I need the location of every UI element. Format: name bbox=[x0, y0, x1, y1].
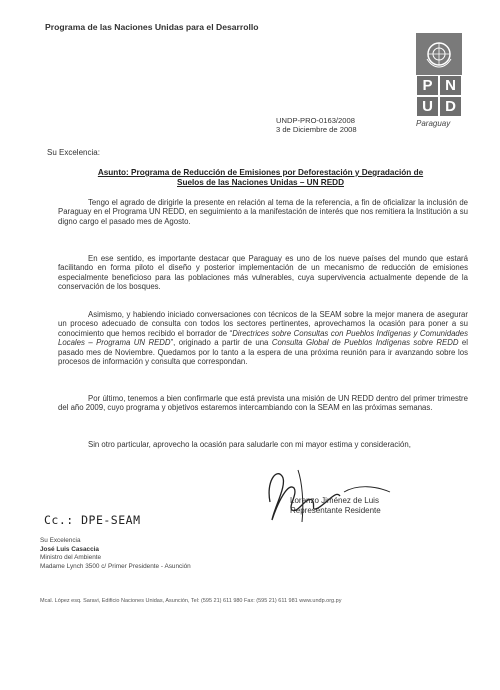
handwritten-signature bbox=[258, 462, 398, 528]
body-paragraph-3 bbox=[58, 310, 468, 366]
signatory-name: Lorenzo Jiménez de Luis bbox=[290, 496, 379, 505]
logo-letter-d: D bbox=[439, 96, 462, 117]
subject-line-2: Suelos de las Naciones Unidas – UN REDD bbox=[177, 178, 344, 187]
body-paragraph-5: Sin otro particular, aprovecho la ocasión para saludarle con mi mayor estima y consideración, bbox=[88, 440, 411, 449]
footer-contact: Mcal. López esq. Saravi, Edificio Naciones Unidas, Asunción, Tel: (595 21) 611 980 Fax: (595 21) 611 981 www.undp.org.py bbox=[40, 598, 342, 604]
logo-letter-n: N bbox=[439, 75, 462, 96]
addressee-block bbox=[40, 537, 191, 571]
body-paragraph-4: Por último, tenemos a bien confirmarle que está prevista una misión de UN REDD dentro del primer trimestre del año 2009, cuyo programa y objetivos estaremos intercambiando con la SEAM en las próximas semanas. bbox=[58, 394, 468, 413]
body-paragraph-1: Tengo el agrado de dirigirle la presente en relación al tema de la referencia, a fin de oficializar la inclusión de Paraguay en el Programa UN REDD, en seguimiento a la manifestación de interés que nos remitiera la Institución a su digno cargo el pasado mes de Agosto. bbox=[58, 198, 468, 226]
body-paragraph-2: En ese sentido, es importante destacar que Paraguay es uno de los nueve países del mundo que estará facilitando en forma piloto el diseño y posterior implementación de un mecanismo de reducción de emisiones especialmente beneficioso para las poblaciones más vulnerables, cuya supervivencia actualmente depende de la conservación de los bosques. bbox=[58, 254, 468, 292]
subject-line-1: Asunto: Programa de Reducción de Emisiones por Deforestación y Degradación de bbox=[97, 168, 424, 177]
logo-country: Paraguay bbox=[416, 119, 451, 128]
salutation: Su Excelencia: bbox=[47, 148, 100, 157]
addressee-name: José Luis Casaccia bbox=[40, 545, 99, 553]
reference-date: 3 de Diciembre de 2008 bbox=[276, 125, 357, 134]
body-paragraph-3-italic-2: Consulta Global de Pueblos Indígenas sobre REDD bbox=[271, 338, 459, 348]
body-paragraph-3-c: el pasado mes de Noviembre. Quedamos por lo tanto a la espera de una próxima reunión para ir avanzando sobre los procesos de información y consulta que correspondan. bbox=[58, 338, 468, 367]
body-paragraph-3-a: Asimismo, y habiendo iniciado conversaciones con técnicos de la SEAM sobre la mejor manera de asegurar un proceso adecuado de consulta con todos los sectores pertinentes, aprovechamos la ocasión para poner a su conocimiento que hemos recibido el borrador de “ bbox=[58, 310, 468, 338]
un-emblem-icon bbox=[416, 33, 462, 75]
undp-logo bbox=[416, 33, 462, 128]
addressee-salutation: Su Excelencia bbox=[40, 537, 81, 544]
body-paragraph-3-b: ”, originado a partir de una bbox=[170, 338, 272, 348]
logo-letter-u: U bbox=[416, 96, 439, 117]
subject-line bbox=[58, 168, 463, 188]
organization-name: Programa de las Naciones Unidas para el Desarrollo bbox=[45, 22, 259, 32]
addressee-office: Ministro del Ambiente bbox=[40, 554, 102, 562]
signatory-title: Representante Residente bbox=[290, 506, 381, 515]
carbon-copy: Cc.: DPE-SEAM bbox=[44, 513, 141, 527]
logo-letter-p: P bbox=[416, 75, 439, 96]
reference-block bbox=[276, 116, 357, 134]
signatory-block bbox=[290, 496, 381, 516]
reference-code: UNDP-PRO-0163/2008 bbox=[276, 116, 355, 125]
body-paragraph-3-italic-1: Directrices sobre Consultas con Pueblos Indígenas y Comunidades Locales – Programa UN REDD bbox=[58, 328, 468, 348]
addressee-address: Madame Lynch 3500 c/ Primer Presidente - Asunción bbox=[40, 562, 191, 570]
